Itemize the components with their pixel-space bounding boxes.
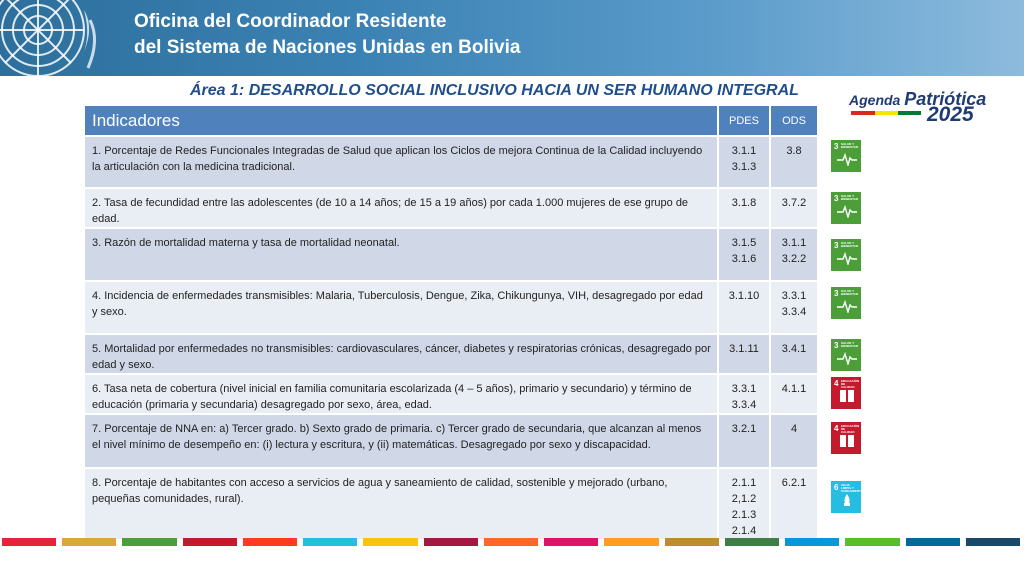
sdg-goal-number: 3 [834, 194, 839, 203]
sdg-goal-number: 3 [834, 241, 839, 250]
pdes-codes [718, 281, 770, 334]
strip-segment [544, 538, 598, 546]
strip-segment [966, 538, 1020, 546]
pdes-code: 3.1.1 [731, 145, 757, 157]
pdes-code: 2.1.3 [731, 509, 757, 521]
heartbeat-icon [837, 351, 857, 365]
table-row [85, 414, 818, 468]
pdes-codes [718, 136, 770, 188]
ods-code: 6.2.1 [781, 477, 807, 489]
pdes-codes [718, 334, 770, 374]
table-header-row [85, 106, 818, 136]
indicator-text: 1. Porcentaje de Redes Funcionales Integradas de Salud que aplican los Ciclos de mejora Continua de la Calidad incluyendo la articulación con la medicina tradicional. [85, 136, 718, 188]
header-banner [0, 0, 1024, 76]
agenda-year: 2025 [927, 103, 974, 126]
strip-segment [243, 538, 297, 546]
ods-code: 3.1.1 [781, 237, 807, 249]
pdes-code: 3.3.1 [731, 383, 757, 395]
strip-segment [303, 538, 357, 546]
book-icon [837, 434, 857, 448]
strip-segment [2, 538, 56, 546]
strip-segment [906, 538, 960, 546]
ods-code: 3.4.1 [781, 343, 807, 355]
sdg-goal-label: SALUD Y BIENESTAR [841, 194, 859, 201]
sdg-goal-label: SALUD Y BIENESTAR [841, 289, 859, 296]
indicator-text: 8. Porcentaje de habitantes con acceso a servicios de agua y saneamiento de calidad, sostenible y mejorado (urbano, pequeñas comunidades, rural). [85, 468, 718, 539]
pdes-code: 3.3.4 [731, 399, 757, 411]
ods-code: 3.8 [786, 145, 802, 157]
pdes-code: 2.1.4 [731, 525, 757, 537]
ods-codes [770, 188, 818, 228]
office-title [134, 9, 520, 61]
heartbeat-icon [837, 299, 857, 313]
indicator-text: 4. Incidencia de enfermedades transmisibles: Malaria, Tuberculosis, Dengue, Zika, Chikungunya, VIH, desagregado por edad y sexo. [85, 281, 718, 334]
strip-segment [725, 538, 779, 546]
ods-codes [770, 414, 818, 468]
pdes-code: 3.1.10 [728, 290, 760, 302]
office-title-line1: Oficina del Coordinador Residente [134, 11, 447, 32]
sdg-goal-number: 6 [834, 483, 839, 492]
agenda-patriotica-logo [845, 87, 995, 129]
sdg-goal-3-icon [831, 192, 861, 224]
sdg-goal-3-icon [831, 287, 861, 319]
strip-segment [62, 538, 116, 546]
water-drop-icon [837, 493, 857, 507]
indicators-table [85, 106, 819, 539]
ods-codes [770, 228, 818, 281]
ods-code: 3.3.1 [781, 290, 807, 302]
un-emblem-icon [0, 0, 102, 76]
strip-segment [604, 538, 658, 546]
ods-codes [770, 374, 818, 414]
sdg-goal-number: 4 [834, 379, 839, 388]
ods-code: 4.1.1 [781, 383, 807, 395]
sdg-goal-number: 3 [834, 341, 839, 350]
ods-codes [770, 334, 818, 374]
table-row [85, 136, 818, 188]
pdes-codes [718, 228, 770, 281]
strip-segment [845, 538, 899, 546]
heartbeat-icon [837, 204, 857, 218]
strip-segment [363, 538, 417, 546]
table-row [85, 281, 818, 334]
sdg-goal-label: EDUCACIÓN DE CALIDAD [841, 424, 860, 434]
strip-segment [183, 538, 237, 546]
heartbeat-icon [837, 152, 857, 166]
indicator-text: 6. Tasa neta de cobertura (nivel inicial en familia comunitaria escolarizada (4 – 5 años), primario y secundario) y término de educación (primaria y secundaria) desagregado por sexo, área, edad. [85, 374, 718, 414]
indicator-text: 7. Porcentaje de NNA en: a) Tercer grado. b) Sexto grado de primaria. c) Tercer grado de secundaria, que alcanzan al menos el nivel mínimo de desempeño en: (i) lectura y escritura, y (ii) matemáticas. Desagregado por sexo y discapacidad. [85, 414, 718, 468]
area-title: Área 1: DESARROLLO SOCIAL INCLUSIVO HACIA UN SER HUMANO INTEGRAL [190, 82, 799, 99]
sdg-goal-label: SALUD Y BIENESTAR [841, 341, 859, 348]
header-ods: ODS [770, 106, 818, 136]
ods-code: 4 [790, 423, 798, 435]
ods-codes [770, 281, 818, 334]
pdes-codes [718, 374, 770, 414]
strip-segment [424, 538, 478, 546]
strip-segment [484, 538, 538, 546]
table-row [85, 468, 818, 539]
pdes-code: 3.1.6 [731, 253, 757, 265]
pdes-code: 2,1.2 [731, 493, 757, 505]
sdg-goal-label: EDUCACIÓN DE CALIDAD [841, 379, 860, 389]
sdg-goal-4-icon [831, 422, 861, 454]
header-pdes: PDES [718, 106, 770, 136]
sdg-goal-3-icon [831, 339, 861, 371]
table-row [85, 374, 818, 414]
table-row [85, 188, 818, 228]
ods-codes [770, 136, 818, 188]
ods-code: 3.3.4 [781, 306, 807, 318]
sdg-goal-3-icon [831, 239, 861, 271]
header-indicadores: Indicadores [85, 106, 718, 136]
pdes-code: 2.1.1 [731, 477, 757, 489]
ods-code: 3.7.2 [781, 197, 807, 209]
book-icon [837, 389, 857, 403]
pdes-code: 3.1.3 [731, 161, 757, 173]
indicator-text: 5. Mortalidad por enfermedades no transmisibles: cardiovasculares, cáncer, diabetes y respiratorias crónicas, desagregado por edad y sexo. [85, 334, 718, 374]
pdes-code: 3.2.1 [731, 423, 757, 435]
ods-codes [770, 468, 818, 539]
indicator-text: 3. Razón de mortalidad materna y tasa de mortalidad neonatal. [85, 228, 718, 281]
sdg-goal-number: 3 [834, 289, 839, 298]
pdes-codes [718, 188, 770, 228]
office-title-line2: del Sistema de Naciones Unidas en Bolivia [134, 37, 521, 58]
sdg-goal-number: 4 [834, 424, 839, 433]
sdg-goal-label: SALUD Y BIENESTAR [841, 142, 859, 149]
strip-segment [785, 538, 839, 546]
strip-segment [122, 538, 176, 546]
pdes-code: 3.1.5 [731, 237, 757, 249]
patriotica-word: Patriótica [904, 89, 987, 109]
pdes-codes [718, 414, 770, 468]
ods-code: 3.2.2 [781, 253, 807, 265]
table-row [85, 228, 818, 281]
heartbeat-icon [837, 251, 857, 265]
sdg-goal-label: AGUA LIMPIA Y SANEAMIENTO [841, 483, 864, 493]
sdg-color-strip [0, 538, 1024, 546]
pdes-code: 3.1.11 [729, 343, 759, 355]
pdes-code: 3.1.8 [731, 197, 757, 209]
strip-segment [665, 538, 719, 546]
table-row [85, 334, 818, 374]
pdes-codes [718, 468, 770, 539]
sdg-goal-3-icon [831, 140, 861, 172]
indicator-text: 2. Tasa de fecundidad entre las adolescentes (de 10 a 14 años; de 15 a 19 años) por cada 1.000 mujeres de ese grupo de edad. [85, 188, 718, 228]
sdg-goal-number: 3 [834, 142, 839, 151]
agenda-word: Agenda [849, 92, 901, 108]
sdg-goal-4-icon [831, 377, 861, 409]
sdg-goal-label: SALUD Y BIENESTAR [841, 241, 859, 248]
sdg-goal-6-icon [831, 481, 864, 513]
bolivia-flag-stripe [851, 111, 921, 115]
